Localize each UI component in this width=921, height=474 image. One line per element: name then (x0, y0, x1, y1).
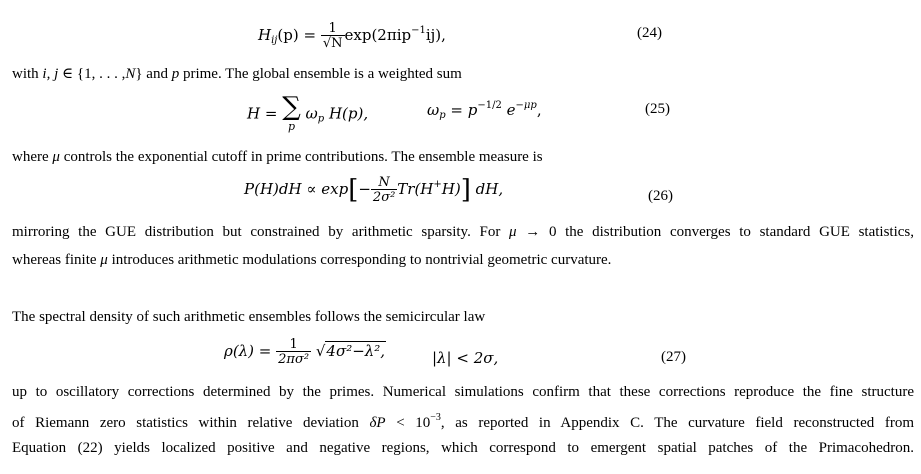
text-run: ∈ {1, . . . , (58, 66, 126, 82)
text-run-italic: μ (52, 149, 60, 165)
equation-number-25: (25) (645, 101, 670, 117)
text-run: controls the exponential cutoff in prime contributions. The ensemble measure is (59, 149, 543, 165)
eq24-lhs-arg: (p) = (277, 26, 317, 44)
eq26-lhs: P(H)dH ∝ exp (244, 180, 349, 198)
eq24-rhs-end: ij), (425, 26, 446, 44)
text-line-4 (12, 252, 914, 269)
text-line-8: Equation (22) yields localized positive and negative regions, which correspond to emergent spatial patches of the Primacohedron. (12, 440, 914, 456)
text-run: prime. The global ensemble is a weighted sum (179, 66, 462, 82)
text-run-italic: μ (509, 224, 517, 240)
eq25-exp-base: e (506, 101, 516, 119)
eq26-minus: − (358, 180, 371, 198)
eq27-frac-den: 2πσ² (278, 352, 310, 367)
eq26-fraction (371, 176, 397, 204)
equation-26 (244, 175, 503, 205)
equation-24 (258, 22, 446, 50)
eq27-lhs: ρ(λ) = (224, 342, 272, 360)
text-run: whereas finite (12, 252, 101, 268)
text-run-italic: δP (369, 415, 386, 431)
text-run: mirroring the GUE distribution but constrained by arithmetic sparsity. For (12, 224, 510, 240)
eq27-condition: |λ| < 2σ, (432, 349, 499, 367)
eq25-end: , (536, 101, 542, 119)
eq25-weight-sup: −1/2 (477, 100, 502, 111)
eq26-body-end: H) (441, 180, 461, 198)
text-run-italic: i, j (42, 66, 59, 82)
eq26-body-sup: + (433, 179, 442, 190)
eq25-omega: ω (305, 104, 318, 123)
eq24-rhs: exp(2πip (344, 26, 412, 44)
eq25-term: H(p), (328, 104, 369, 123)
eq25-sum (282, 92, 301, 134)
text-run: where (12, 149, 53, 165)
text-line-1 (12, 64, 914, 83)
equation-number-27: (27) (661, 349, 686, 365)
text-run: introduces arithmetic modulations corresponding to nontrivial geometric curvature. (107, 252, 612, 268)
equation-25-weight (427, 100, 542, 121)
text-run: of Riemann zero statistics within relative deviation (12, 415, 370, 431)
eq25-weight-eq: = p (450, 101, 478, 119)
text-run-sup: −3 (430, 412, 441, 423)
text-line-7 (12, 412, 914, 432)
sum-subscript: p (287, 120, 295, 134)
eq26-tail: dH, (475, 180, 504, 198)
text-run-italic: N (125, 66, 136, 82)
equation-27 (224, 338, 386, 366)
eq24-lhs: H (258, 26, 272, 44)
eq26-body: Tr(H (397, 180, 434, 198)
eq25-weight-sub: p (439, 110, 446, 121)
text-line-3 (12, 224, 914, 241)
text-run-italic: p (171, 66, 180, 82)
eq24-fraction (321, 22, 345, 50)
text-run: , as reported in Appendix C. The curvature field reconstructed from (440, 415, 914, 431)
text-run: → 0 the distribution converges to standard GUE statistics, (516, 224, 914, 240)
eq25-lhs: H = (247, 104, 278, 123)
eq26-frac-num: N (378, 175, 390, 190)
text-run: } and (135, 66, 172, 82)
text-run: with (12, 66, 43, 82)
sum-symbol: ∑ (282, 92, 301, 122)
eq25-exp-sup: −μp (515, 100, 537, 111)
text-run-italic: μ (100, 252, 108, 268)
eq24-frac-den: √N (322, 36, 343, 51)
eq27-frac-num: 1 (289, 337, 298, 352)
equation-25-lhs (247, 92, 369, 134)
sqrt-symbol: √ (315, 342, 326, 360)
equation-number-24: (24) (637, 25, 662, 41)
text-line-5: The spectral density of such arithmetic ensembles follows the semicircular law (12, 309, 486, 325)
eq26-frac-den: 2σ² (372, 190, 396, 205)
eq25-omega-sub: p (317, 113, 325, 125)
eq24-frac-num: 1 (328, 21, 337, 36)
text-line-6: up to oscillatory corrections determined by the primes. Numerical simulations confirm that these corrections reproduce the fine structure (12, 384, 914, 400)
eq27-fraction (276, 338, 311, 366)
eq26-open-bracket: [ (348, 175, 359, 205)
text-line-2 (12, 149, 914, 166)
eq24-rhs-sup: −1 (411, 25, 426, 36)
eq25-weight: ω (427, 101, 440, 119)
eq26-close-bracket: ] (460, 175, 471, 205)
equation-number-26: (26) (648, 188, 673, 204)
text-run: < 10 (385, 415, 431, 431)
eq24-lhs-sub: ij (271, 35, 278, 46)
eq27-sqrt-body: 4σ²−λ², (326, 342, 386, 360)
